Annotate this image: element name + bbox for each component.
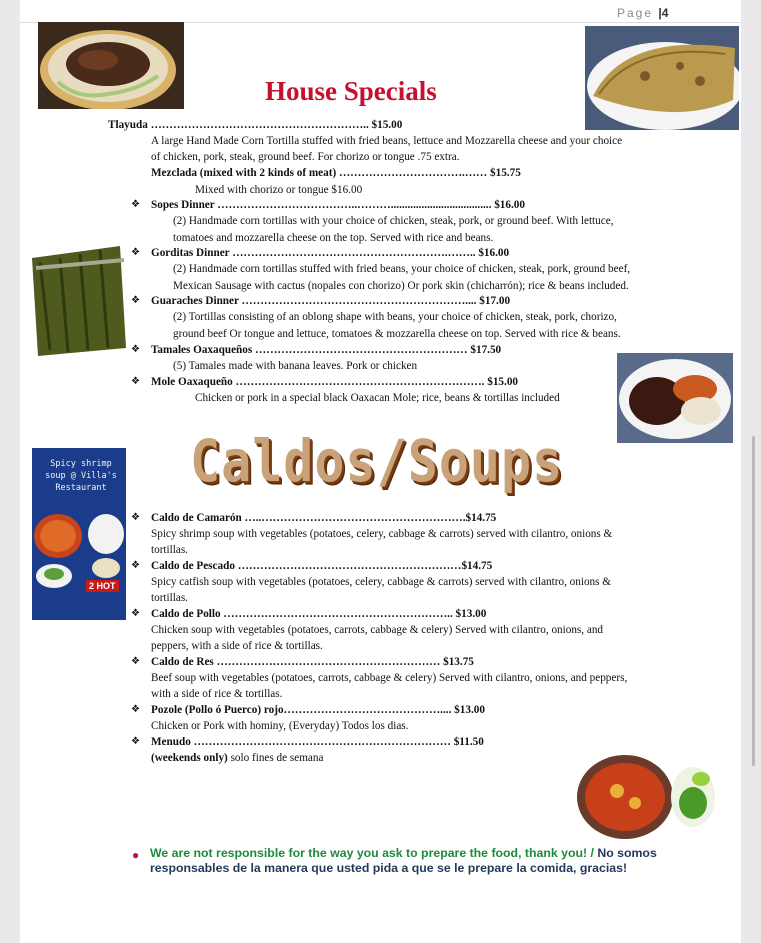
tlayuda-item: Tlayuda ………………………………………………….. $15.00: [108, 119, 403, 131]
pescado-desc-1: Spicy catfish soup with vegetables (potatoes, celery, cabbage & carrots) served with cilantro, onions &: [151, 576, 611, 588]
scrollbar[interactable]: [752, 436, 755, 766]
camaron-desc-2: tortillas.: [151, 544, 188, 556]
footer-spanish: No somos responsables de la manera que usted pida a que se le prepare la comida, gracias!: [150, 846, 657, 875]
bullet-icon: ❖: [131, 295, 140, 306]
page-label: Page: [617, 6, 654, 20]
mezclada-item: Mezclada (mixed with 2 kinds of meat) …………………………….…… $15.75: [151, 167, 521, 179]
res-desc-1: Beef soup with vegetables (potatoes, carrots, cabbage & celery) Served with cilantro, onions, and peppers,: [151, 672, 628, 684]
guaraches-desc-2: ground beef Or tongue and lettuce, tomatoes & mozzarella cheese on top. Served with rice & beans.: [173, 328, 621, 340]
bullet-icon: ❖: [131, 656, 140, 667]
footer-disclaimer: [150, 846, 670, 876]
pescado-item: Caldo de Pescado ……………………………………………………$14.75: [151, 560, 493, 572]
tlayuda-image: [38, 22, 184, 109]
camaron-item: Caldo de Camarón …..……………………………………………….$14.75: [151, 512, 497, 524]
bullet-icon: ❖: [131, 376, 140, 387]
shrimp-soup-photo: [32, 448, 126, 620]
sopes-desc-1: (2) Handmade corn tortillas with your choice of chicken, steak, pork, or ground beef. With lettuce,: [173, 215, 614, 227]
mezclada-desc: Mixed with chorizo or tongue $16.00: [195, 184, 363, 196]
bullet-icon: ❖: [131, 704, 140, 715]
guaraches-item: Guaraches Dinner …………………………………………………….... $17.00: [151, 295, 511, 307]
pollo-desc-1: Chicken soup with vegetables (potatoes, carrots, cabbage & celery) Served with cilantro, onions, and: [151, 624, 604, 636]
pescado-desc-2: tortillas.: [151, 592, 188, 604]
pozole-item: Pozole (Pollo ó Puerco) rojo…………………………………….... $13.00: [151, 704, 485, 716]
two-hot-badge: 2 HOT: [86, 580, 119, 592]
tlayuda-desc-2: of chicken, pork, steak, ground beef. For chorizo or tongue .75 extra.: [151, 151, 460, 163]
res-desc-2: with a side of rice & tortillas.: [151, 688, 283, 700]
caption-line-2: soup @ Villa's: [45, 471, 117, 481]
bullet-icon: ❖: [131, 560, 140, 571]
gorditas-desc-2: Mexican Sausage with cactus (nopales con chorizo) Or pork skin (chicharrón); rice & beans included.: [173, 280, 629, 292]
bullet-icon: ❖: [131, 512, 140, 523]
menudo-desc-bold: (weekends only): [151, 752, 228, 764]
res-item: Caldo de Res …………………………………………………… $13.75: [151, 656, 474, 668]
quesadilla-photo: [585, 26, 739, 130]
caption-line-3: Restaurant: [55, 483, 107, 493]
menudo-photo: [575, 751, 717, 845]
page-number-value: 4: [661, 6, 669, 20]
menudo-item: Menudo …………………………………………………………… $11.50: [151, 736, 484, 748]
house-specials-title: House Specials: [265, 76, 437, 106]
shrimp-soup-image: [32, 448, 126, 620]
quesadilla-image: [585, 26, 739, 130]
sopes-item: Sopes Dinner ………………………………..……….................................... $16.00: [151, 199, 525, 211]
bullet-icon: ❖: [131, 736, 140, 747]
tamales-image: [30, 238, 128, 360]
camaron-desc-1: Spicy shrimp soup with vegetables (potatoes, celery, cabbage & carrots) served with cilantro, onions &: [151, 528, 613, 540]
mole-photo: [617, 353, 733, 443]
gorditas-item: Gorditas Dinner ………………………………………………….…….. $16.00: [151, 247, 510, 259]
menudo-desc: [151, 751, 323, 765]
sopes-desc-2: tomatoes and mozzarella cheese on the top. Served with rice and beans.: [173, 232, 494, 244]
bullet-icon: ❖: [131, 344, 140, 355]
pozole-desc: Chicken or Pork with hominy, (Everyday) Todos los dias.: [151, 720, 409, 732]
mole-item: Mole Oaxaqueño …………………………………………………………. $15.00: [151, 376, 519, 388]
tamales-desc: (5) Tamales made with banana leaves. Pork or chicken: [173, 360, 418, 372]
menudo-image: [575, 751, 717, 845]
caption-line-1: Spicy shrimp: [50, 459, 112, 469]
bullet-icon: ❖: [131, 199, 140, 210]
tlayuda-desc-1: A large Hand Made Corn Tortilla stuffed with fried beans, lettuce and Mozzarella cheese and your choice: [151, 135, 623, 147]
footer-english: We are not responsible for the way you ask to prepare the food, thank you! /: [150, 846, 594, 860]
gorditas-desc-1: (2) Handmade corn tortillas stuffed with fried beans, your choice of chicken, steak, pork, ground beef,: [173, 263, 631, 275]
footer-bullet-icon: ●: [132, 848, 140, 862]
tamales-photo: [30, 238, 128, 360]
guaraches-desc-1: (2) Tortillas consisting of an oblong shape with beans, your choice of chicken, steak, pork, chorizo,: [173, 311, 617, 323]
bullet-icon: ❖: [131, 608, 140, 619]
pollo-item: Caldo de Pollo …………………………………………………….. $13.00: [151, 608, 487, 620]
tlayuda-photo: [38, 22, 184, 109]
soups-title: Caldos/Soups: [190, 428, 564, 495]
tamales-item: Tamales Oaxaqueños ………………………………………………… $17.50: [151, 344, 502, 356]
page-number: Page |4: [617, 6, 669, 20]
menudo-desc-rest: solo fines de semana: [227, 752, 324, 764]
menu-page: [20, 0, 741, 943]
bullet-icon: ❖: [131, 247, 140, 258]
mole-desc: Chicken or pork in a special black Oaxacan Mole; rice, beans & tortillas included: [195, 392, 560, 404]
mole-image: [617, 353, 733, 443]
pollo-desc-2: peppers, with a side of rice & tortillas.: [151, 640, 323, 652]
